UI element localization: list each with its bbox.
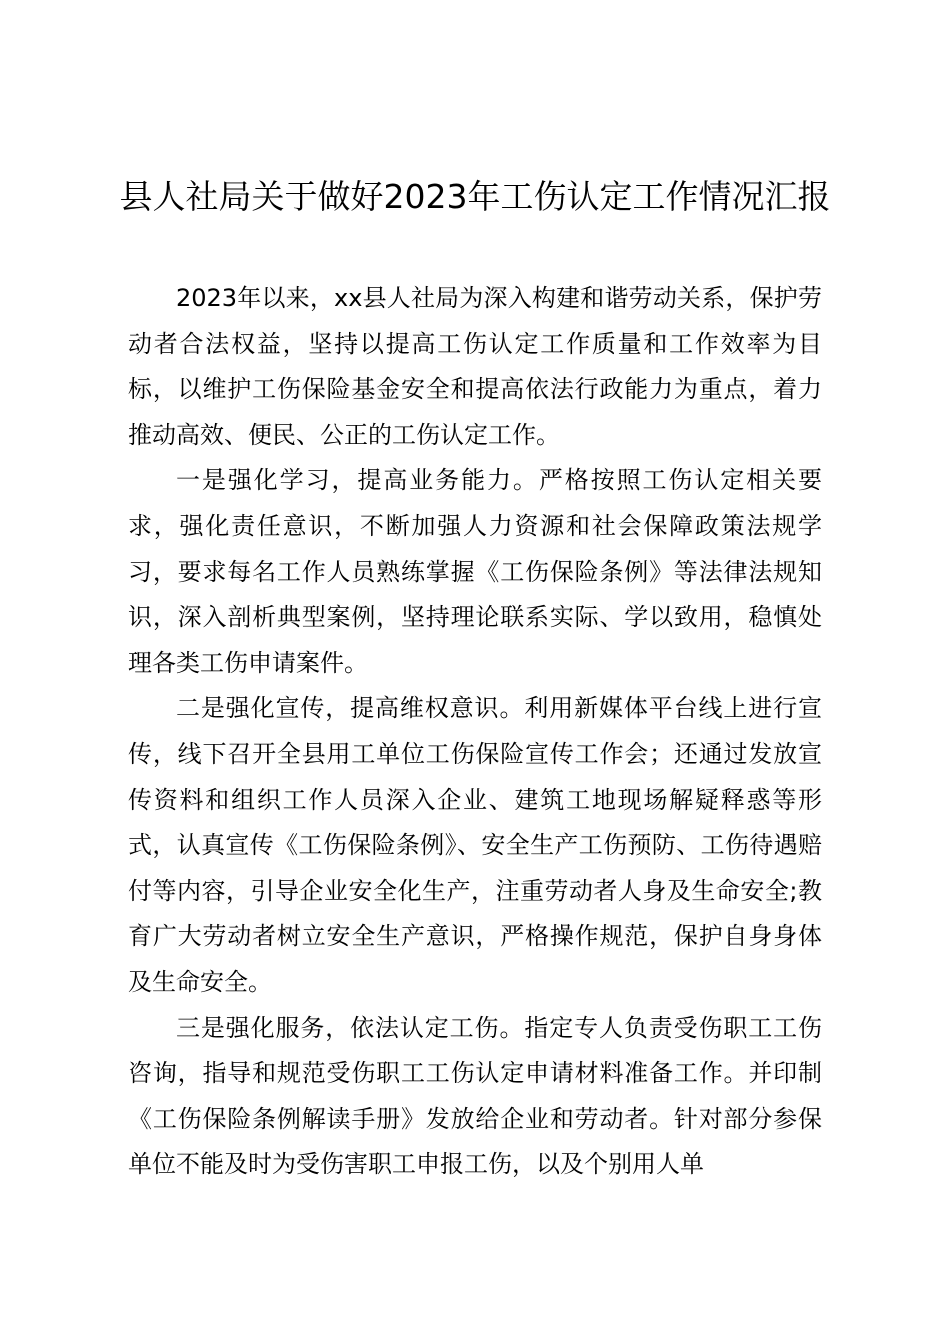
document-body [128, 276, 822, 1188]
paragraph-study: 一是强化学习，提高业务能力。严格按照工伤认定相关要求，强化责任意识，不断加强人力资源和社会保障政策法规学习，要求每名工作人员熟练掌握《工伤保险条例》等法律法规知识，深入剖析典型案例，坚持理论联系实际、学以致用，稳慎处理各类工伤申请案件。 [128, 466, 822, 677]
paragraph-intro: 2023年以来，xx县人社局为深入构建和谐劳动关系，保护劳动者合法权益，坚持以提高工伤认定工作质量和工作效率为目标，以维护工伤保险基金安全和提高依法行政能力为重点，着力推动高效、便民、公正的工伤认定工作。 [128, 284, 822, 449]
paragraph-publicity: 二是强化宣传，提高维权意识。利用新媒体平台线上进行宣传，线下召开全县用工单位工伤保险宣传工作会；还通过发放宣传资料和组织工作人员深入企业、建筑工地现场解疑释惑等形式，认真宣传《工伤保险条例》、安全生产工伤预防、工伤待遇赔付等内容，引导企业安全化生产，注重劳动者人身及生命安全;教育广大劳动者树立安全生产意识，严格操作规范，保护自身身体及生命安全。 [128, 694, 822, 996]
document-title: 县人社局关于做好2023年工伤认定工作情况汇报 [119, 177, 831, 216]
paragraph-service: 三是强化服务，依法认定工伤。指定专人负责受伤职工工伤咨询，指导和规范受伤职工工伤认定申请材料准备工作。并印制《工伤保险条例解读手册》发放给企业和劳动者。针对部分参保单位不能及时为受伤害职工申报工伤，以及个别用人单 [128, 1013, 822, 1179]
